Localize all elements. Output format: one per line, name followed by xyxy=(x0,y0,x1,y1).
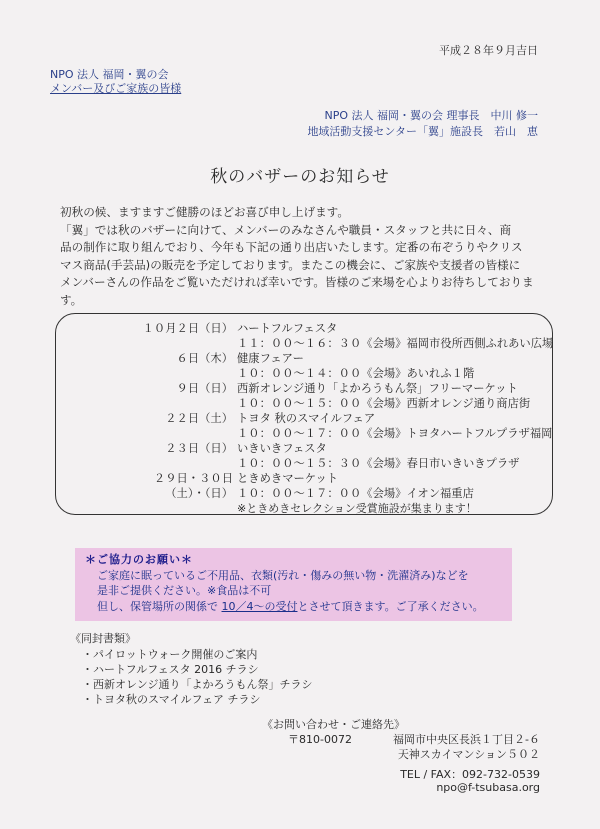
enclosures-heading: 《同封書類》 xyxy=(70,632,136,645)
contact-heading: 《お問い合わせ・ご連絡先》 xyxy=(262,718,405,731)
schedule-detail: １０：００～１５：３０《会場》春日市いきいきプラザ xyxy=(237,457,520,470)
schedule-detail: １０：００～１７：００《会場》トヨタハートフルプラザ福岡 xyxy=(237,427,553,440)
cooperation-box xyxy=(75,548,512,621)
schedule-event: いきいきフェスタ xyxy=(237,442,327,455)
contact-address2: 天神スカイマンション５０２ xyxy=(397,748,540,761)
intro-line: す。 xyxy=(60,292,83,307)
enclosure-item: ・西新オレンジ通り「よかろうもん祭」チラシ xyxy=(82,678,313,691)
contact-postal: 〒810-0072 xyxy=(288,733,352,746)
schedule-box: １０月２日（日） ハートフルフェスタ １１：００～１６：３０《会場》福岡市役所西側ふれあい広場 ６日（木） 健康フェアー １０：００～１４：００《会場》あいれふ１階 ９日（日） 西新オレンジ通り「よかろうもん祭」フリーマーケット １０：００～１５：００《会場》西新オレンジ通り商店街 ２２日（土） トヨタ 秋のスマイルフェア １０：００～１７：００《会場》トヨタハートフルプラザ福岡 ２３日（日） いきいきフェスタ １０：００～１５：３０《会場》春日市いきいきプラザ ２９日・３０日 （土）・（日） ときめきマーケット １０：００～１７：００《会場》イオン福重店 ※ときめきセレクション受賞施設が集まります！ xyxy=(55,313,553,515)
intro-line: マス商品(手芸品)の販売を予定しております。またこの機会に、ご家族や支援者の皆様に xyxy=(60,257,521,272)
intro-paragraph xyxy=(60,204,560,309)
schedule-detail: １１：００～１６：３０《会場》福岡市役所西側ふれあい広場 xyxy=(237,337,554,350)
schedule-event: ハートフルフェスタ xyxy=(237,322,338,335)
enclosure-item: ・トヨタ秋のスマイルフェア チラシ xyxy=(82,693,261,706)
letter-date: 平成２８年９月吉日 xyxy=(439,44,538,57)
sender-chairman: NPO 法人 福岡・翼の会 理事長 中川 修一 xyxy=(324,109,538,122)
cooperation-title: ＊ご協力のお願い＊ xyxy=(85,553,193,566)
schedule-event: 西新オレンジ通り「よかろうもん祭」フリーマーケット xyxy=(237,382,518,395)
schedule-detail: １０：００～１７：００《会場》イオン福重店 xyxy=(237,487,474,500)
recipient-org: NPO 法人 福岡・翼の会 xyxy=(50,68,169,81)
sender-director: 地域活動支援センター「翼」施設長 若山 恵 xyxy=(307,125,538,138)
schedule-detail: １０：００～１４：００《会場》あいれふ１階 xyxy=(237,367,475,380)
intro-line: メンバーさんの作品をご覧いただければ幸いです。皆様のご来場を心よりお待ちしておりま xyxy=(60,275,534,289)
enclosure-item: ・ハートフルフェスタ 2016 チラシ xyxy=(82,663,259,676)
contact-tel: TEL / FAX：092-732-0539 xyxy=(400,768,540,781)
recipient-members: メンバー及びご家族の皆様 xyxy=(50,82,182,95)
enclosure-item: ・パイロットウォーク開催のご案内 xyxy=(82,648,258,661)
schedule-event: ときめきマーケット xyxy=(237,472,339,485)
schedule-event: トヨタ 秋のスマイルフェア xyxy=(237,412,376,425)
intro-line: 「翼」では秋のバザーに向けて、メンバーのみなさんや職員・スタッフと共に日々、商 xyxy=(60,222,512,237)
contact-address1: 福岡市中央区長浜１丁目２-６ xyxy=(393,733,540,746)
schedule-detail: １０：００～１５：００《会場》西新オレンジ通り商店街 xyxy=(237,397,531,410)
cooperation-line: 但し、保管場所の関係で 10／4～の受付とさせて頂きます。ご了承ください。 xyxy=(97,599,484,613)
cooperation-line: 是非ご提供ください。※食品は不可 xyxy=(97,584,272,597)
intro-line: 品の制作に取り組んでおり、今年も下記の通り出店いたします。定番の布ぞうりやクリス xyxy=(60,240,523,254)
contact-email: npo@f-tsubasa.org xyxy=(436,781,540,794)
schedule-note: ※ときめきセレクション受賞施設が集まります！ xyxy=(237,502,477,515)
intro-line: 初秋の候、ますますご健勝のほどお喜び申し上げます。 xyxy=(60,205,349,219)
cooperation-line: ご家庭に眠っているご不用品、衣類(汚れ・傷みの無い物・洗濯済み)などを xyxy=(97,568,469,582)
deadline-underline: 10／4～の受付 xyxy=(221,599,298,613)
schedule-event: 健康フェアー xyxy=(237,352,304,365)
document-title: 秋のバザーのお知らせ xyxy=(210,167,390,187)
